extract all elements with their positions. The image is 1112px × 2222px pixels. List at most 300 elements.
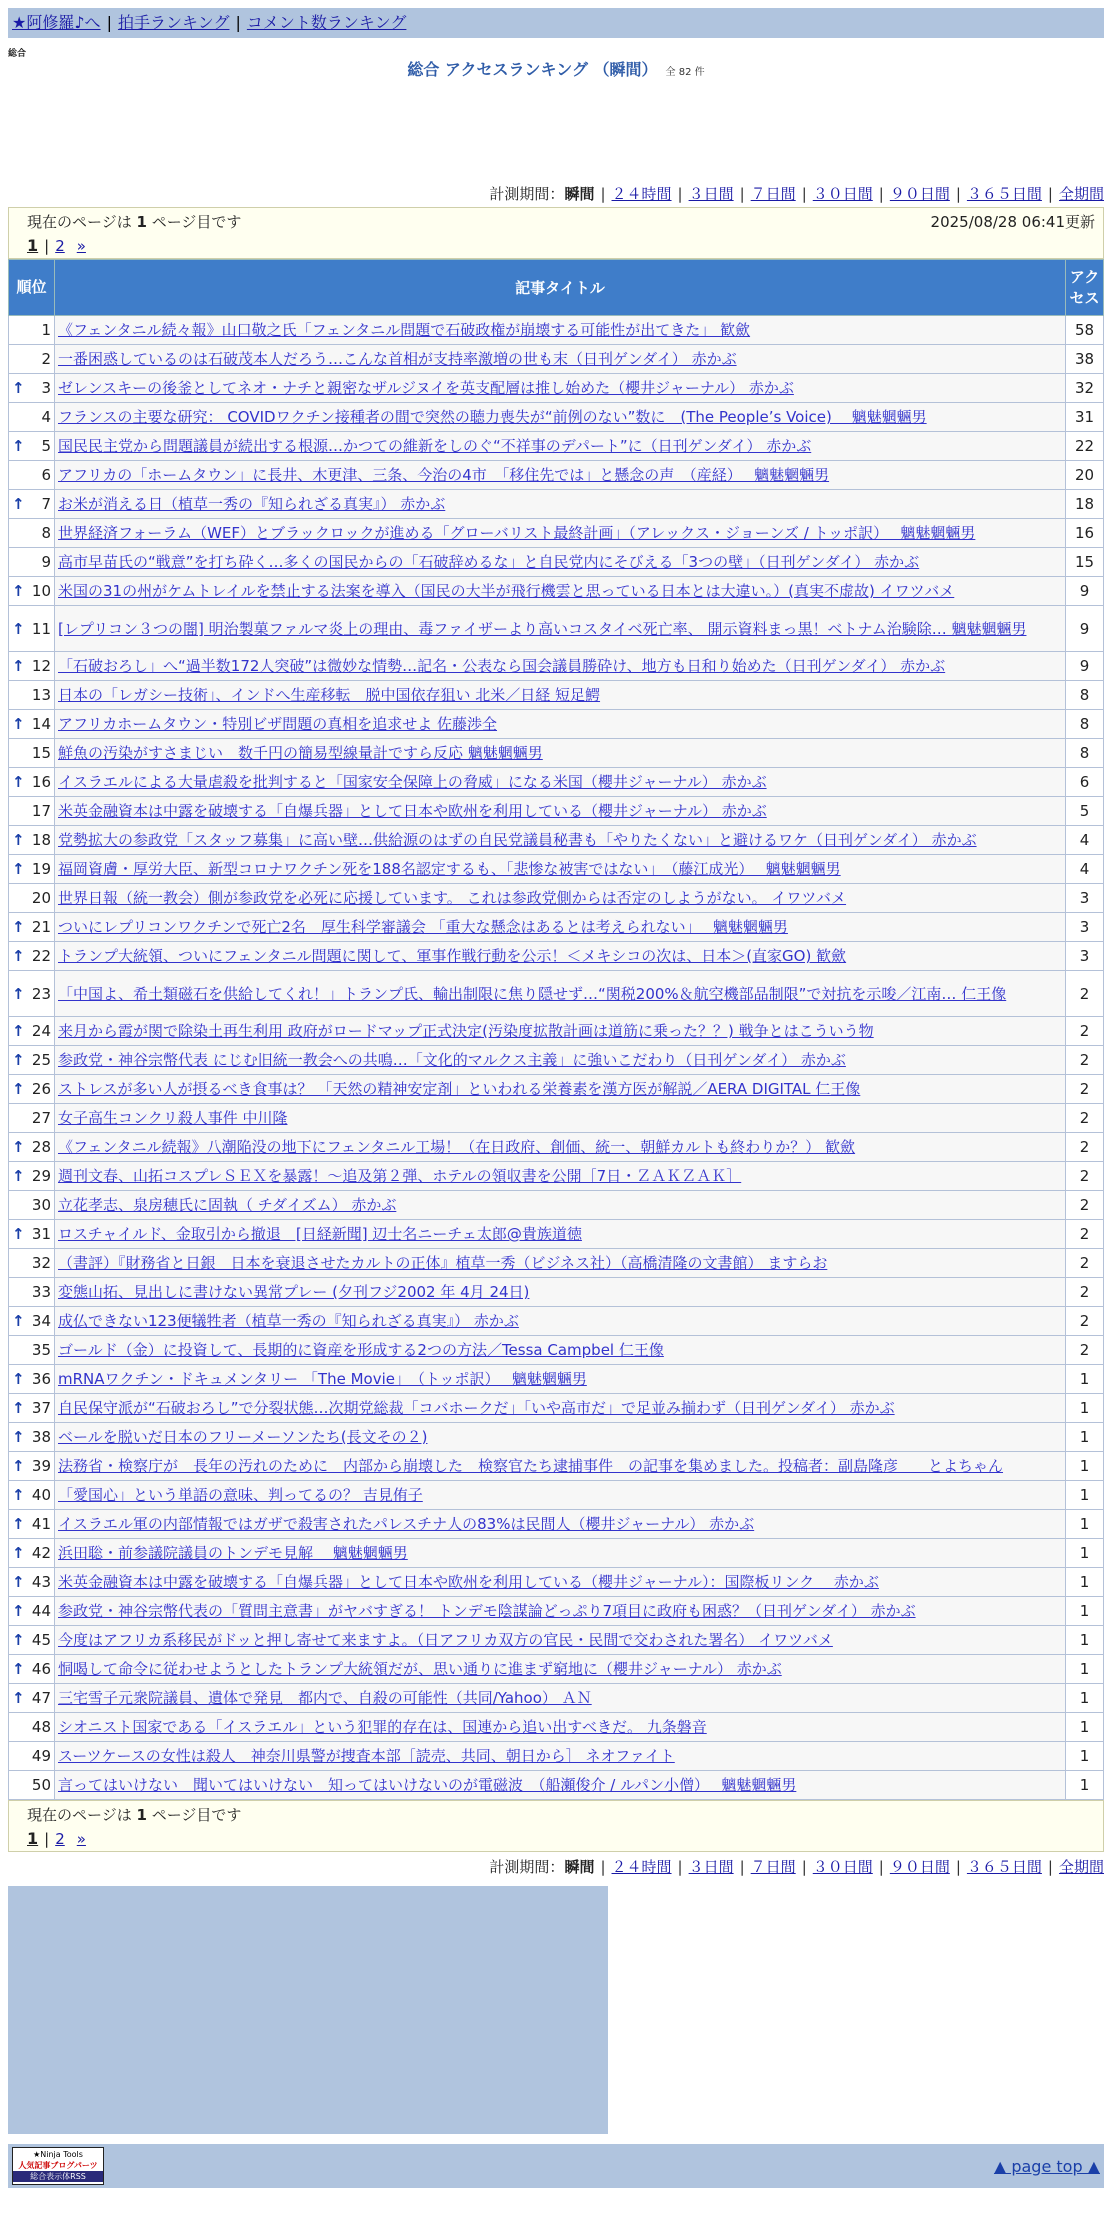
article-title-link[interactable]: ゴールド（金）に投資して、長期的に資産を形成する2つの方法／Tessa Campbel 仁王像 — [58, 1341, 664, 1359]
title-cell — [55, 797, 1066, 826]
rank-cell — [9, 374, 55, 403]
period-separator: | — [600, 1858, 606, 1876]
period-separator: | — [739, 1858, 745, 1876]
rank-cell — [9, 345, 55, 374]
logo-icon[interactable]: ★Ninja Tools 人気記事ブログパーツ 総合表示体RSS — [12, 2147, 104, 2185]
access-count: 1 — [1066, 1597, 1104, 1626]
article-title-link[interactable]: イスラエルによる大量虐殺を批判すると「国家安全保障上の脅威」になる米国（櫻井ジャーナル） 赤かぶ — [58, 773, 767, 791]
arrow-up-icon: ↑ — [12, 1486, 25, 1504]
table-row — [9, 1626, 1104, 1655]
table-row — [9, 1510, 1104, 1539]
article-title-link[interactable]: シオニスト国家である「イスラエル」という犯罪的存在は、国連から追い出すべきだ。 九条磐音 — [58, 1718, 707, 1736]
table-row — [9, 1481, 1104, 1510]
title-cell — [55, 1568, 1066, 1597]
access-count: 1 — [1066, 1568, 1104, 1597]
article-title-link[interactable]: アフリカホームタウン・特別ビザ問題の真相を追求せよ 佐藤渉全 — [58, 715, 498, 733]
rank-number: 50 — [31, 1776, 51, 1794]
table-row — [9, 548, 1104, 577]
article-title-link[interactable]: トランプ大統領、ついにフェンタニル問題に関して、軍事作戦行動を公示！＜メキシコの次は、日本＞(直家GO) 歓歛 — [58, 947, 847, 965]
period-selector-bottom — [8, 1854, 1104, 1880]
rank-cell — [9, 768, 55, 797]
nav-separator: | — [235, 13, 241, 32]
rank-cell — [9, 1365, 55, 1394]
rank-cell — [9, 548, 55, 577]
rank-cell — [9, 316, 55, 345]
title-cell — [55, 1597, 1066, 1626]
period-separator: | — [801, 185, 807, 203]
access-count: 58 — [1066, 316, 1104, 345]
rank-number: 38 — [31, 1428, 51, 1446]
rank-number: 46 — [31, 1660, 51, 1678]
period-separator: | — [955, 185, 961, 203]
article-title-link[interactable]: 日本の「レガシー技術」、インドへ生産移転 脱中国依存狙い 北米／日経 短足鰐 — [58, 686, 601, 704]
arrow-up-icon: ↑ — [12, 1573, 25, 1591]
title-cell — [55, 316, 1066, 345]
table-row — [9, 1655, 1104, 1684]
title-cell — [55, 490, 1066, 519]
access-count: 2 — [1066, 1220, 1104, 1249]
table-row — [9, 490, 1104, 519]
arrow-up-icon: ↑ — [12, 1312, 25, 1330]
table-row — [9, 768, 1104, 797]
rank-cell — [9, 490, 55, 519]
title-cell — [55, 403, 1066, 432]
rank-cell — [9, 1539, 55, 1568]
rank-number: 31 — [31, 1225, 51, 1243]
period-separator: | — [1047, 185, 1053, 203]
table-row — [9, 797, 1104, 826]
rank-number: 35 — [31, 1341, 51, 1359]
col-title-header: 記事タイトル — [55, 260, 1066, 316]
rank-cell — [9, 1655, 55, 1684]
title-cell — [55, 1539, 1066, 1568]
table-row — [9, 739, 1104, 768]
access-count: 9 — [1066, 577, 1104, 606]
rank-number: 15 — [31, 744, 51, 762]
title-cell — [55, 855, 1066, 884]
table-row — [9, 1568, 1104, 1597]
page-title — [8, 59, 1104, 81]
article-title-link[interactable]: 三宅雪子元衆院議員、遺体で発見 都内で、自殺の可能性（共同/Yahoo） ＡＮ — [58, 1689, 592, 1707]
nav-separator: | — [106, 13, 112, 32]
rank-cell — [9, 1220, 55, 1249]
access-count: 2 — [1066, 1162, 1104, 1191]
access-count: 1 — [1066, 1713, 1104, 1742]
table-row — [9, 1307, 1104, 1336]
rank-number: 33 — [31, 1283, 51, 1301]
title-cell — [55, 1075, 1066, 1104]
period-separator: | — [677, 185, 683, 203]
rank-cell — [9, 1278, 55, 1307]
article-title-link[interactable]: 高市早苗氏の“戦意”を打ち砕く…多くの国民からの「石破辞めるな」と自民党内にそびえる「3つの壁」（日刊ゲンダイ） 赤かぶ — [58, 553, 920, 571]
page-top-link[interactable]: ▲ page top ▲ — [993, 2156, 1100, 2176]
rank-cell — [9, 1133, 55, 1162]
current-page-text-bottom: 現在のページは 1 ページ目です — [27, 1806, 242, 1824]
ad-block — [8, 1886, 608, 2134]
access-count: 2 — [1066, 1104, 1104, 1133]
access-count: 2 — [1066, 1191, 1104, 1220]
access-count: 3 — [1066, 884, 1104, 913]
access-count: 5 — [1066, 797, 1104, 826]
table-row — [9, 432, 1104, 461]
rank-cell — [9, 652, 55, 681]
rank-cell — [9, 1713, 55, 1742]
period-link[interactable]: ９０日間 — [889, 185, 950, 203]
rank-number: 42 — [31, 1544, 51, 1562]
title-cell — [55, 345, 1066, 374]
arrow-up-icon: ↑ — [12, 860, 25, 878]
table-row — [9, 826, 1104, 855]
access-count: 22 — [1066, 432, 1104, 461]
table-row — [9, 1539, 1104, 1568]
arrow-up-icon: ↑ — [12, 715, 25, 733]
article-title-link[interactable]: 今度はアフリカ系移民がドッと押し寄せて来ますよ。（日アフリカ双方の官民・民間で交わされた署名） イワツバメ — [58, 1631, 833, 1649]
title-cell — [55, 1220, 1066, 1249]
table-row — [9, 1771, 1104, 1800]
pager-top: 1 | 2 » — [27, 236, 86, 255]
pager-next[interactable]: » — [76, 1830, 86, 1848]
table-row — [9, 913, 1104, 942]
title-cell — [55, 1655, 1066, 1684]
table-row — [9, 1017, 1104, 1046]
rank-number: 30 — [31, 1196, 51, 1214]
period-link[interactable]: ３０日間 — [812, 185, 873, 203]
period-separator: | — [878, 1858, 884, 1876]
article-title-link[interactable]: 恫喝して命令に従わせようとしたトランプ大統領だが、思い通りに進まず窮地に（櫻井ジャーナル） 赤かぶ — [58, 1660, 782, 1678]
rank-cell — [9, 1626, 55, 1655]
article-title-link[interactable]: ついにレプリコンワクチンで死亡2名 厚生科学審議会 「重大な懸念はあるとは考えられない」 魑魅魍魎男 — [58, 918, 788, 936]
arrow-up-icon: ↑ — [12, 1167, 25, 1185]
period-separator: | — [801, 1858, 807, 1876]
title-cell — [55, 1336, 1066, 1365]
article-title-link[interactable]: [レプリコン３つの闇] 明治製菓ファルマ炎上の理由、毒ファイザーより高いコスタイベ死亡率、 開示資料まっ黒！ベトナム治験除… 魑魅魍魎男 — [58, 619, 1027, 638]
comment-ranking-link[interactable]: コメント数ランキング — [246, 13, 407, 32]
article-title-link[interactable]: ストレスが多い人が摂るべき食事は？ 「天然の精神安定剤」といわれる栄養素を漢方医が解説／AERA DIGITAL 仁王像 — [58, 1080, 861, 1098]
table-row — [9, 1249, 1104, 1278]
rank-cell — [9, 1394, 55, 1423]
arrow-up-icon: ↑ — [12, 1022, 25, 1040]
period-separator: | — [600, 185, 606, 203]
period-selector-top — [8, 181, 1104, 207]
article-title-link[interactable]: 《フェンタニル続報》八潮陥没の地下にフェンタニル工場！（在日政府、創価、統一、朝鮮カルトも終わりか？） 歓歛 — [58, 1138, 856, 1156]
title-cell — [55, 1510, 1066, 1539]
article-title-link[interactable]: 週刊文春、山拓コスプレＳＥＸを暴露！〜追及第２弾、ホテルの領収書を公開［7日・ＺＡＫＺＡＫ］ — [58, 1167, 742, 1185]
rank-number: 23 — [31, 984, 51, 1003]
article-title-link[interactable]: フランスの主要な研究： COVIDワクチン接種者の間で突然の聴力喪失が“前例のない”数に (The People’s Voice) 魑魅魍魎男 — [58, 408, 927, 426]
period-link[interactable]: ３日間 — [688, 185, 734, 203]
period-link[interactable]: ９０日間 — [889, 1858, 950, 1876]
title-cell — [55, 1249, 1066, 1278]
rank-number: 47 — [31, 1689, 51, 1707]
period-current: 瞬間 — [564, 185, 595, 203]
article-title-link[interactable]: 福岡資膚・厚労大臣、新型コロナワクチン死を188名認定するも、「悲惨な被害ではない」 （藤江成光） 魑魅魍魎男 — [58, 860, 841, 878]
title-cell — [55, 884, 1066, 913]
access-count: 16 — [1066, 519, 1104, 548]
period-separator: | — [955, 1858, 961, 1876]
rank-number: 9 — [41, 553, 51, 571]
rank-cell — [9, 1191, 55, 1220]
arrow-up-icon: ↑ — [12, 1544, 25, 1562]
table-row — [9, 710, 1104, 739]
table-row — [9, 403, 1104, 432]
rank-number: 21 — [31, 918, 51, 936]
access-count: 8 — [1066, 710, 1104, 739]
article-title-link[interactable]: 世界日報（統一教会）側が参政党を必死に応援しています。 これは参政党側からは否定のしようがない。 イワツバメ — [58, 889, 847, 907]
arrow-up-icon: ↑ — [12, 1689, 25, 1707]
arrow-up-icon: ↑ — [12, 1080, 25, 1098]
title-cell — [55, 461, 1066, 490]
access-count: 2 — [1066, 1278, 1104, 1307]
rank-cell — [9, 461, 55, 490]
article-title-link[interactable]: 自民保守派が“石破おろし”で分裂状態…次期党総裁「コバホークだ」「いや高市だ」で足並み揃わず（日刊ゲンダイ） 赤かぶ — [58, 1399, 895, 1417]
pager-bottom: 1 | 2 » — [27, 1829, 86, 1848]
article-title-link[interactable]: 参政党・神谷宗幣代表の「質問主意書」がヤバすぎる！ トンデモ陰謀論どっぷり7項目に政府も困惑？（日刊ゲンダイ） 赤かぶ — [58, 1602, 916, 1620]
period-separator: | — [677, 1858, 683, 1876]
rank-number: 22 — [31, 947, 51, 965]
period-link[interactable]: ３６５日間 — [966, 185, 1042, 203]
rank-number: 16 — [31, 773, 51, 791]
arrow-up-icon: ↑ — [12, 495, 25, 513]
table-row — [9, 855, 1104, 884]
rank-cell — [9, 1684, 55, 1713]
table-row — [9, 1191, 1104, 1220]
rank-cell — [9, 1597, 55, 1626]
pager-page-2[interactable]: 2 — [55, 1830, 65, 1848]
section-label: 総合 — [8, 49, 27, 59]
access-count: 1 — [1066, 1423, 1104, 1452]
access-count: 8 — [1066, 681, 1104, 710]
period-link[interactable]: ３０日間 — [812, 1858, 873, 1876]
arrow-up-icon: ↑ — [12, 1428, 25, 1446]
period-link[interactable]: ２４時間 — [611, 1858, 672, 1876]
pager-page-2[interactable]: 2 — [55, 237, 65, 255]
table-row — [9, 1452, 1104, 1481]
arrow-up-icon: ↑ — [12, 1515, 25, 1533]
title-cell — [55, 1684, 1066, 1713]
title-cell — [55, 1452, 1066, 1481]
access-count: 4 — [1066, 855, 1104, 884]
arrow-up-icon: ↑ — [12, 1602, 25, 1620]
arrow-up-icon: ↑ — [12, 657, 25, 675]
article-title-link[interactable]: 党勢拡大の参政党「スタッフ募集」に高い壁…供給源のはずの自民党議員秘書も「やりたくない」と避けるワケ（日刊ゲンダイ） 赤かぶ — [58, 831, 977, 849]
table-row — [9, 1423, 1104, 1452]
article-title-link[interactable]: イスラエル軍の内部情報ではガザで殺害されたパレスチナ人の83%は民間人（櫻井ジャーナル） 赤かぶ — [58, 1515, 755, 1533]
article-title-link[interactable]: スーツケースの女性は殺人 神奈川県警が捜査本部［読売、共同、朝日から］ ネオファイト — [58, 1747, 675, 1765]
table-row — [9, 345, 1104, 374]
article-title-link[interactable]: 「中国よ、希土類磁石を供給してくれ！」トランプ氏、輸出制限に焦り隠せず…“関税200%＆航空機部品制限”で対抗を示唆／江南… 仁王像 — [58, 984, 1007, 1003]
rank-number: 4 — [41, 408, 51, 426]
rank-number: 2 — [41, 350, 51, 368]
ranking-table — [8, 259, 1104, 1800]
rank-cell — [9, 1423, 55, 1452]
table-row — [9, 1365, 1104, 1394]
rank-number: 6 — [41, 466, 51, 484]
title-cell — [55, 768, 1066, 797]
article-title-link[interactable]: 国民民主党から問題議員が続出する根源…かつての維新をしのぐ“不祥事のデパート”に（日刊ゲンダイ） 赤かぶ — [58, 437, 812, 455]
article-title-link[interactable]: 立花孝志、泉房穂氏に固執（ チダイズム） 赤かぶ — [58, 1196, 397, 1214]
rank-cell — [9, 1481, 55, 1510]
rank-cell — [9, 710, 55, 739]
pager-current: 1 — [27, 1829, 39, 1848]
table-row — [9, 461, 1104, 490]
rank-cell — [9, 1249, 55, 1278]
rank-cell — [9, 826, 55, 855]
arrow-up-icon: ↑ — [12, 984, 25, 1003]
article-title-link[interactable]: 女子高生コンクリ殺人事件 中川隆 — [58, 1109, 288, 1127]
article-title-link[interactable]: 来月から霞が関で除染土再生利用 政府がロードマップ正式決定(汚染度拡散計画は道筋に乗った？？) 戦争とはこういう物 — [58, 1022, 874, 1040]
article-title-link[interactable]: 「愛国心」という単語の意味、判ってるの？ 吉見侑子 — [58, 1486, 423, 1504]
rank-number: 32 — [31, 1254, 51, 1272]
article-title-link[interactable]: 《フェンタニル続々報》山口敬之氏「フェンタニル問題で石破政権が崩壊する可能性が出てきた」 歓歛 — [58, 321, 751, 339]
table-row — [9, 942, 1104, 971]
article-title-link[interactable]: お米が消える日（植草一秀の『知られざる真実』） 赤かぶ — [58, 495, 446, 513]
article-title-link[interactable]: 変態山拓、見出しに書けない異常プレー (夕刊フジ2002 年 4月 24日) — [58, 1283, 530, 1301]
rank-number: 19 — [31, 860, 51, 878]
updated-timestamp: 2025/08/28 06:41更新 — [930, 213, 1095, 231]
access-count: 38 — [1066, 345, 1104, 374]
page-info-bottom — [8, 1800, 1104, 1852]
table-row — [9, 1597, 1104, 1626]
rank-cell — [9, 1336, 55, 1365]
article-title-link[interactable]: 米国の31の州がケムトレイルを禁止する法案を導入（国民の大半が飛行機雲と思っている日本とは大違い。）(真実不虚故) イワツバメ — [58, 582, 955, 600]
title-cell — [55, 1104, 1066, 1133]
period-separator: | — [739, 185, 745, 203]
article-title-link[interactable]: 成仏できない123便犠牲者（植草一秀の『知られざる真実』） 赤かぶ — [58, 1312, 519, 1330]
access-count: 15 — [1066, 548, 1104, 577]
access-count: 1 — [1066, 1742, 1104, 1771]
item-count: 全 82 件 — [665, 67, 705, 78]
access-count: 1 — [1066, 1452, 1104, 1481]
article-title-link[interactable]: 言ってはいけない 聞いてはいけない 知ってはいけないのが電磁波 （船瀬俊介 / ルパン小僧） 魑魅魍魎男 — [58, 1776, 797, 1794]
rank-number: 41 — [31, 1515, 51, 1533]
access-count: 2 — [1066, 1336, 1104, 1365]
article-title-link[interactable]: 米英金融資本は中露を破壊する「自爆兵器」として日本や欧州を利用している（櫻井ジャーナル）：国際板リンク 赤かぶ — [58, 1573, 879, 1591]
rank-cell — [9, 855, 55, 884]
rank-number: 27 — [31, 1109, 51, 1127]
access-count: 1 — [1066, 1771, 1104, 1800]
rank-cell — [9, 739, 55, 768]
ad-space — [8, 81, 1104, 181]
access-count: 18 — [1066, 490, 1104, 519]
rank-number: 5 — [41, 437, 51, 455]
period-link[interactable]: ７日間 — [750, 1858, 796, 1876]
article-title-link[interactable]: 参政党・神谷宗幣代表 にじむ旧統一教会への共鳴…「文化的マルクス主義」に強いこだわり（日刊ゲンダイ） 赤かぶ — [58, 1051, 846, 1069]
access-count: 1 — [1066, 1626, 1104, 1655]
period-separator: | — [878, 185, 884, 203]
rank-cell — [9, 1771, 55, 1800]
arrow-up-icon: ↑ — [12, 1399, 25, 1417]
period-link[interactable]: ３日間 — [688, 1858, 734, 1876]
period-label: 計測期間： — [489, 185, 565, 203]
table-row — [9, 577, 1104, 606]
arrow-up-icon: ↑ — [12, 831, 25, 849]
access-count: 1 — [1066, 1365, 1104, 1394]
rank-cell — [9, 884, 55, 913]
rank-cell — [9, 942, 55, 971]
rank-cell — [9, 1307, 55, 1336]
rank-cell — [9, 797, 55, 826]
rank-cell — [9, 1046, 55, 1075]
period-link[interactable]: 全期間 — [1058, 1858, 1104, 1876]
rank-number: 12 — [31, 657, 51, 675]
article-title-link[interactable]: 法務省・検察庁が 長年の汚れのために 内部から崩壊した 検察官たち逮捕事件 の記事を集めました。投稿者：副島隆彦 とよちゃん — [58, 1457, 1004, 1475]
article-title-link[interactable]: アフリカの「ホームタウン」に長井、木更津、三条、今治の4市 「移住先では」と懸念の声 （産経） 魑魅魍魎男 — [58, 466, 830, 484]
title-cell — [55, 652, 1066, 681]
title-cell — [55, 374, 1066, 403]
period-link[interactable]: ７日間 — [750, 185, 796, 203]
article-title-link[interactable]: ベールを脱いだ日本のフリーメーソンたち(長文その２) — [58, 1428, 428, 1446]
period-link[interactable]: 全期間 — [1058, 185, 1104, 203]
period-link[interactable]: ３６５日間 — [966, 1858, 1042, 1876]
title-cell — [55, 606, 1066, 652]
title-cell — [55, 1626, 1066, 1655]
access-count: 32 — [1066, 374, 1104, 403]
rank-cell — [9, 971, 55, 1017]
article-title-link[interactable]: （書評）『財務省と日銀 日本を衰退させたカルトの正体』植草一秀（ビジネス社）（高橋清隆の文書館） ますらお — [58, 1254, 828, 1272]
rank-cell — [9, 1452, 55, 1481]
title-cell — [55, 1423, 1066, 1452]
title-cell — [55, 739, 1066, 768]
rank-number: 10 — [31, 582, 51, 600]
article-title-link[interactable]: 米英金融資本は中露を破壊する「自爆兵器」として日本や欧州を利用している（櫻井ジャーナル） 赤かぶ — [58, 802, 767, 820]
access-count: 2 — [1066, 1249, 1104, 1278]
rank-number: 36 — [31, 1370, 51, 1388]
period-link[interactable]: ２４時間 — [611, 185, 672, 203]
access-count: 20 — [1066, 461, 1104, 490]
article-title-link[interactable]: 「石破おろし」へ“過半数172人突破”は微妙な情勢…記名・公表なら国会議員勝砕け、地方も日和り始めた（日刊ゲンダイ） 赤かぶ — [58, 657, 946, 675]
rank-number: 43 — [31, 1573, 51, 1591]
period-label: 計測期間： — [489, 1858, 565, 1876]
pager-current: 1 — [27, 236, 39, 255]
pager-next[interactable]: » — [76, 237, 86, 255]
access-count: 2 — [1066, 1017, 1104, 1046]
table-row — [9, 316, 1104, 345]
rank-number: 7 — [41, 495, 51, 513]
access-count: 2 — [1066, 971, 1104, 1017]
title-cell — [55, 971, 1066, 1017]
article-title-link[interactable]: 世界経済フォーラム（WEF）とブラックロックが進める「グローバリスト最終計画」（アレックス・ジョーンズ / トッポ訳） 魑魅魍魎男 — [58, 524, 976, 542]
col-rank-header: 順位 — [9, 260, 55, 316]
title-cell — [55, 913, 1066, 942]
article-title-link[interactable]: 一番困惑しているのは石破茂本人だろう…こんな首相が支持率激増の世も末（日刊ゲンダイ） 赤かぶ — [58, 350, 737, 368]
col-access-header: アクセス — [1066, 260, 1104, 316]
access-count: 1 — [1066, 1481, 1104, 1510]
arrow-up-icon: ↑ — [12, 947, 25, 965]
arrow-up-icon: ↑ — [12, 379, 25, 397]
title-cell — [55, 1365, 1066, 1394]
article-title-link[interactable]: ロスチャイルド、金取引から撤退 [日経新聞] 辺士名ニーチェ太郎@貴族道徳 — [58, 1225, 582, 1243]
article-title-link[interactable]: ゼレンスキーの後釜としてネオ・ナチと親密なザルジヌイを英支配層は推し始めた（櫻井ジャーナル） 赤かぶ — [58, 379, 794, 397]
page-title-text: 総合 アクセスランキング （瞬間） — [407, 60, 658, 79]
table-row — [9, 1394, 1104, 1423]
home-link[interactable]: ★阿修羅♪へ — [12, 13, 101, 32]
article-title-link[interactable]: 浜田聡・前参議院議員のトンデモ見解 魑魅魍魎男 — [58, 1544, 408, 1562]
article-title-link[interactable]: mRNAワクチン・ドキュメンタリー 「The Movie」 （トッポ訳） 魑魅魍魎男 — [58, 1370, 587, 1388]
arrow-up-icon: ↑ — [12, 1225, 25, 1243]
table-row — [9, 1684, 1104, 1713]
table-row — [9, 1278, 1104, 1307]
access-count: 1 — [1066, 1539, 1104, 1568]
title-cell — [55, 942, 1066, 971]
rank-cell — [9, 432, 55, 461]
access-count: 4 — [1066, 826, 1104, 855]
rank-number: 37 — [31, 1399, 51, 1417]
title-cell — [55, 826, 1066, 855]
clap-ranking-link[interactable]: 拍手ランキング — [117, 13, 230, 32]
article-title-link[interactable]: 鮮魚の汚染がすさまじい 数千円の簡易型線量計ですら反応 魑魅魍魎男 — [58, 744, 543, 762]
rank-cell — [9, 681, 55, 710]
table-row — [9, 1104, 1104, 1133]
